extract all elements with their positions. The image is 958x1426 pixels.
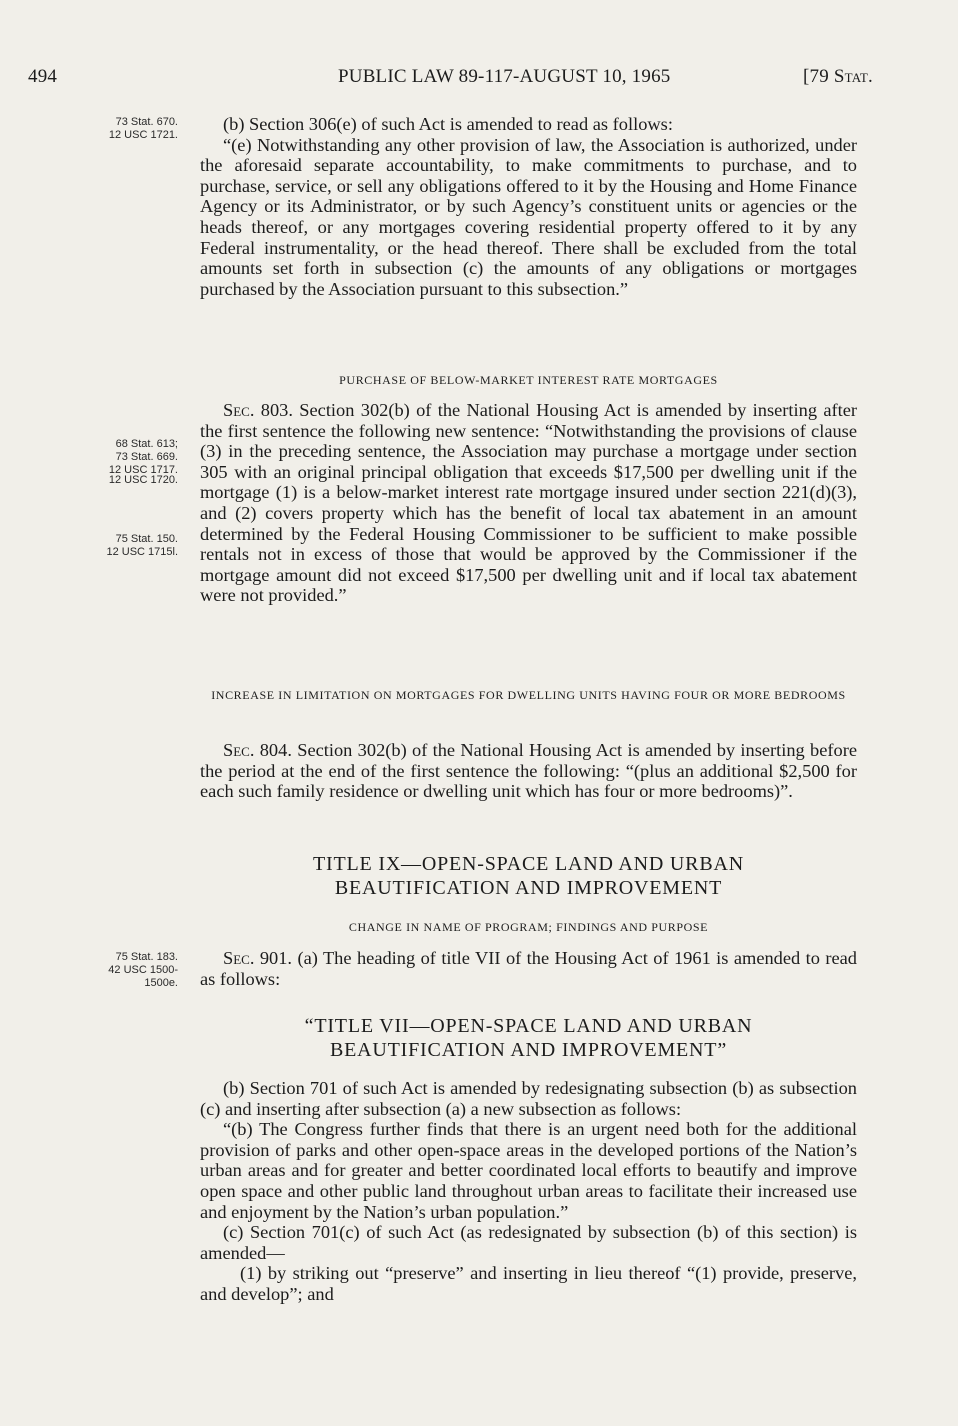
running-title: PUBLIC LAW 89-117-AUGUST 10, 1965	[338, 66, 671, 87]
section-text: Section 302(b) of the National Housing Act is amended by inserting after the first sentence the following new sentence: “Notwithstanding the provisions of clause (3) in the preceding sentence, the Association may purchase a mortgage under section 305 with an original principal obligation that exceeds $17,500 per dwelling unit if the mortgage (1) is a below-market interest rate mortgage insured under section 221(d)(3), and (2) covers property which has the benefit of local tax abatement in an amount determined by the Federal Housing Commissioner to be sufficient to make possible rentals not in excess of those that would be approved by the Commissioner if the mortgage amount did not exceed $17,500 per dwelling unit and if local tax abatement were not provided.”	[200, 400, 858, 606]
section-802b	[200, 114, 857, 299]
margin-citation: 75 Stat. 150.	[115, 533, 178, 545]
paragraph: (b) Section 306(e) of such Act is amended to read as follows:	[223, 114, 673, 134]
title-line: BEAUTIFICATION AND IMPROVEMENT	[334, 877, 723, 899]
section-901	[200, 948, 857, 989]
section-label: Sec. 804.	[223, 740, 292, 760]
margin-citation: 12 USC 1721.	[108, 129, 178, 141]
section-901b	[200, 1078, 857, 1305]
margin-citation: 73 Stat. 670.	[115, 116, 178, 128]
section-heading: INCREASE IN LIMITATION ON MORTGAGES FOR DWELLING UNITS HAVING FOUR OR MORE BEDROOMS	[211, 688, 846, 702]
section-label: Sec. 803.	[223, 400, 293, 420]
paragraph: (1) by striking out “preserve” and inserting in lieu thereof “(1) provide, preserve, and develop”; and	[200, 1263, 857, 1304]
paragraph: “(e) Notwithstanding any other provision of law, the Association is authorized, under the aforesaid separate accountability, to make commitments to purchase, and to purchase, service, or sell any obligations offered to it by the Housing and Home Finance Agency or its Administrator, or by such Agency’s constituent units or agencies or the heads thereof, or any mortgages covering residential property offered to it by any Federal instrumentality, or the head thereof. There shall be excluded from the total amounts set forth in subsection (c) the amounts of any obligations or mortgages purchased by the Association pursuant to this subsection.”	[200, 134, 857, 299]
section-heading: CHANGE IN NAME OF PROGRAM; FINDINGS AND PURPOSE	[348, 920, 709, 934]
title-line: TITLE IX—OPEN-SPACE LAND AND URBAN	[313, 853, 744, 875]
section-heading: PURCHASE OF BELOW-MARKET INTEREST RATE MORTGAGES	[339, 373, 718, 387]
margin-note-1	[38, 116, 178, 142]
paragraph: (b) Section 701 of such Act is amended by redesignating subsection (b) as subsection (c) and inserting after subsection (a) a new subsection as follows:	[200, 1078, 857, 1119]
margin-citation: 12 USC 1715l.	[106, 546, 178, 558]
paragraph	[200, 740, 857, 802]
margin-note-4	[38, 533, 178, 559]
paragraph: (c) Section 701(c) of such Act (as redesignated by subsection (b) of this section) is amended—	[200, 1222, 857, 1263]
page-number: 494	[28, 66, 58, 87]
margin-citation: 75 Stat. 183.	[115, 951, 178, 963]
title-line: BEAUTIFICATION AND IMPROVEMENT”	[329, 1039, 727, 1061]
margin-citation: 42 USC 1500-	[108, 964, 178, 976]
section-804	[200, 740, 857, 802]
margin-note-2	[38, 438, 178, 477]
margin-citation: 12 USC 1717.	[108, 464, 178, 476]
section-text: (a) The heading of title VII of the Housing Act of 1961 is amended to read as follows:	[200, 948, 858, 989]
section-text: Section 302(b) of the National Housing Act is amended by inserting before the period at the end of the first sentence the following: “(plus an additional $2,500 for each such family residence or dwelling unit which has four or more bedrooms)”.	[200, 740, 858, 802]
title-vii-heading	[200, 1014, 857, 1062]
paragraph: “(b) The Congress further finds that there is an urgent need both for the additional provision of parks and other open-space areas in the developed portions of the Nation’s urban areas and for greater and better coordinated local efforts to beautify and improve open space and other public land throughout urban areas to facilitate their increased use and enjoyment by the Nation’s urban population.”	[200, 1119, 857, 1222]
margin-citation: 68 Stat. 613;	[115, 438, 178, 450]
margin-note-5	[38, 951, 178, 990]
paragraph	[200, 400, 857, 606]
title-line: “TITLE VII—OPEN-SPACE LAND AND URBAN	[304, 1015, 753, 1037]
margin-citation: 12 USC 1720.	[108, 474, 178, 486]
margin-citation: 1500e.	[144, 977, 178, 989]
paragraph	[200, 948, 857, 989]
section-label: Sec. 901.	[223, 948, 293, 968]
title-ix-heading	[200, 852, 857, 900]
margin-citation: 73 Stat. 669.	[115, 451, 178, 463]
margin-note-3	[38, 474, 178, 487]
section-803	[200, 400, 857, 606]
page-header	[28, 66, 873, 92]
stat-reference: [79 Stat.	[803, 66, 873, 87]
